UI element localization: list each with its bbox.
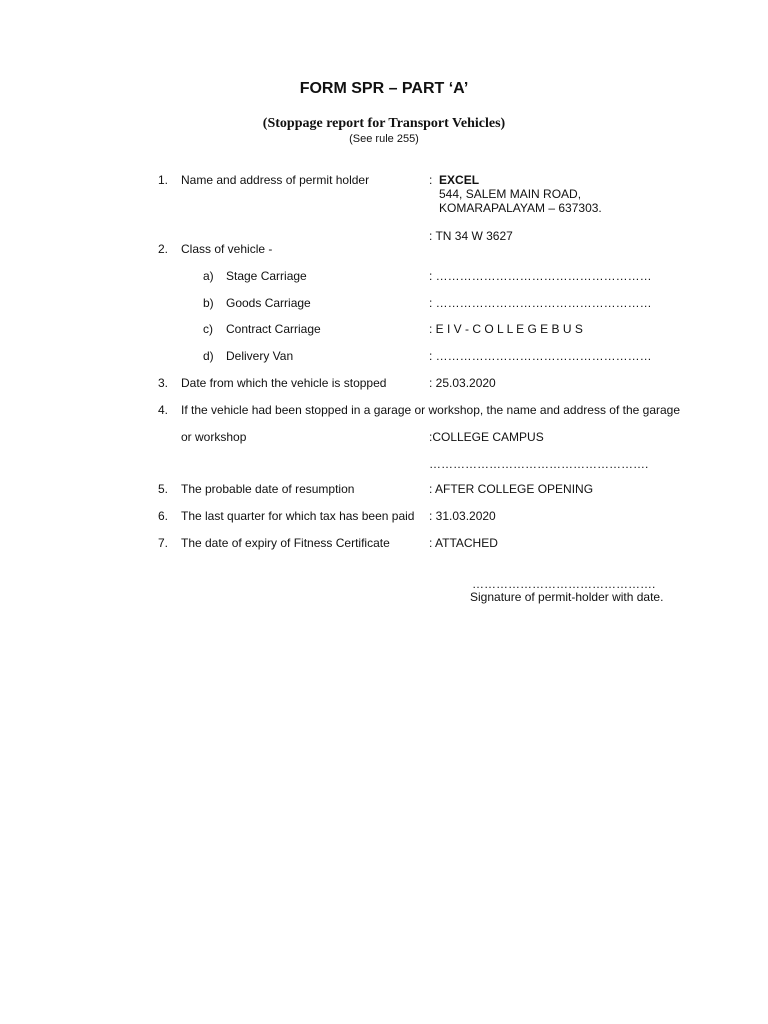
item-3-label: Date from which the vehicle is stopped [181,376,387,390]
item-2a-letter: a) [203,269,214,283]
item-1-colon: : [429,173,433,187]
rule-reference: (See rule 255) [349,133,419,145]
item-5-label: The probable date of resumption [181,482,355,496]
item-2a-value: : ……………………………………………… [429,269,652,283]
item-2d-value: : ……………………………………………… [429,349,652,363]
permit-holder-name: EXCEL [439,173,480,187]
address-line-1: 544, SALEM MAIN ROAD, [439,187,582,201]
item-5-number: 5. [158,482,169,496]
item-1-label: Name and address of permit holder [181,173,370,187]
item-6-number: 6. [158,509,169,523]
item-7-label: The date of expiry of Fitness Certificate [181,536,390,550]
item-7-value: : ATTACHED [429,536,498,550]
item-6-value: : 31.03.2020 [429,509,496,523]
item-4-label: If the vehicle had been stopped in a garage or workshop, the name and address of the garage [181,403,681,417]
signature-label: Signature of permit-holder with date. [470,590,664,604]
item-4-number: 4. [158,403,169,417]
signature-line: ………………………………………. [472,577,656,591]
item-7-number: 7. [158,536,169,550]
item-2b-letter: b) [203,296,214,310]
item-4-label-continued: or workshop [181,430,247,444]
item-4-value: :COLLEGE CAMPUS [429,430,544,444]
item-1-value [429,173,479,187]
item-3-value: : 25.03.2020 [429,376,496,390]
item-2b-value: : ……………………………………………… [429,296,652,310]
item-1-number: 1. [158,173,169,187]
item-6-label: The last quarter for which tax has been paid [181,509,415,523]
item-2c-letter: c) [203,322,213,336]
item-2-label: Class of vehicle - [181,242,273,256]
registration-number: : TN 34 W 3627 [429,229,513,243]
form-subtitle: (Stoppage report for Transport Vehicles) [262,116,506,131]
item-2d-label: Delivery Van [226,349,294,363]
item-2c-value: : E I V - C O L L E G E B U S [429,322,583,336]
item-2d-letter: d) [203,349,214,363]
item-2a-label: Stage Carriage [226,269,307,283]
item-4-value-dots: ………………………………………………. [429,457,649,471]
item-2-number: 2. [158,242,169,256]
item-3-number: 3. [158,376,169,390]
item-5-value: : AFTER COLLEGE OPENING [429,482,594,496]
item-2c-label: Contract Carriage [226,322,321,336]
address-line-2: KOMARAPALAYAM – 637303. [439,201,602,215]
form-title: FORM SPR – PART ‘A’ [299,80,469,97]
item-2b-label: Goods Carriage [226,296,311,310]
